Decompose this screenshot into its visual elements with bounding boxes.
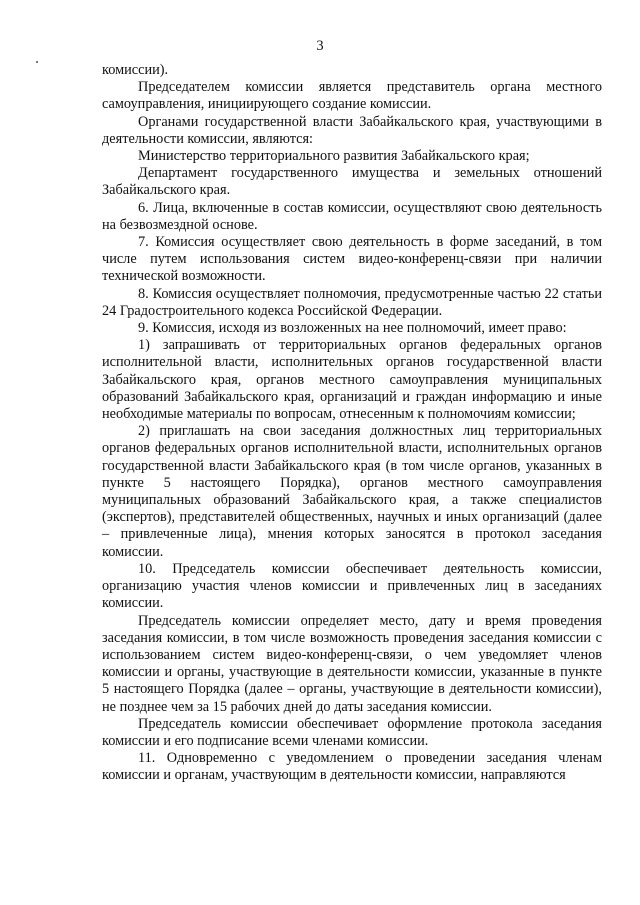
paragraph: Председатель комиссии обеспечивает оформление протокола заседания комиссии и его подписание всеми членами комиссии. — [102, 715, 602, 749]
paragraph: комиссии). — [102, 62, 169, 78]
document-body — [102, 62, 602, 785]
paragraph: Органами государственной власти Забайкальского края, участвующими в деятельности комиссии, являются: — [102, 113, 602, 147]
scan-speck — [36, 61, 38, 63]
paragraph: Председателем комиссии является представитель органа местного самоуправления, инициирующего создание комиссии. — [102, 79, 602, 113]
paragraph: 2) приглашать на свои заседания должностных лиц территориальных органов федеральных органов исполнительной власти, исполнительных органов государственной власти Забайкальского края (в том числе органов, указанных в пункте 5 настоящего Порядка), органов местного самоуправления муниципальных образований Забайкальского края, а также специалистов (экспертов), представителей общественных, научных и иных организаций (далее – привлеченные лица), мнения которых заносятся в протокол заседания комиссии. — [102, 423, 602, 560]
paragraph: 7. Комиссия осуществляет свою деятельность в форме заседаний, в том числе путем использования систем видео-конференц-связи при наличии технической возможности. — [102, 234, 602, 285]
paragraph: Министерство территориального развития Забайкальского края; — [138, 148, 530, 165]
paragraph: 11. Одновременно с уведомлением о проведении заседания членам комиссии и органам, участвующим в деятельности комиссии, направляются — [102, 750, 602, 784]
paragraph: 10. Председатель комиссии обеспечивает деятельность комиссии, организацию участия членов комиссии и привлеченных лиц в заседаниях комиссии. — [102, 560, 602, 612]
paragraph: Департамент государственного имущества и земельных отношений Забайкальского края. — [102, 165, 602, 199]
page-number: 3 — [316, 38, 324, 54]
paragraph: Председатель комиссии определяет место, дату и время проведения заседания комиссии, в том числе возможность проведения заседания комиссии с использованием систем видео-конференц-связи, о чем уведомляет членов комиссии и органы, участвующие в деятельности комиссии, указанные в пункте 5 настоящего Порядка (далее – органы, участвующие в деятельности комиссии), не позднее чем за 15 рабочих дней до даты заседания комиссии. — [102, 612, 602, 715]
paragraph: 1) запрашивать от территориальных органов федеральных органов исполнительной власти, исполнительных органов государственной власти Забайкальского края, органов местного самоуправления муниципальных образований Забайкальского края, организаций и граждан информацию и иные необходимые материалы по вопросам, отнесенным к полномочиям комиссии; — [102, 337, 602, 423]
paragraph: 6. Лица, включенные в состав комиссии, осуществляют свою деятельность на безвозмездной основе. — [102, 199, 602, 233]
paragraph: 8. Комиссия осуществляет полномочия, предусмотренные частью 22 статьи 24 Градостроительного кодекса Российской Федерации. — [102, 285, 602, 319]
paragraph: 9. Комиссия, исходя из возложенных на нее полномочий, имеет право: — [138, 320, 567, 337]
